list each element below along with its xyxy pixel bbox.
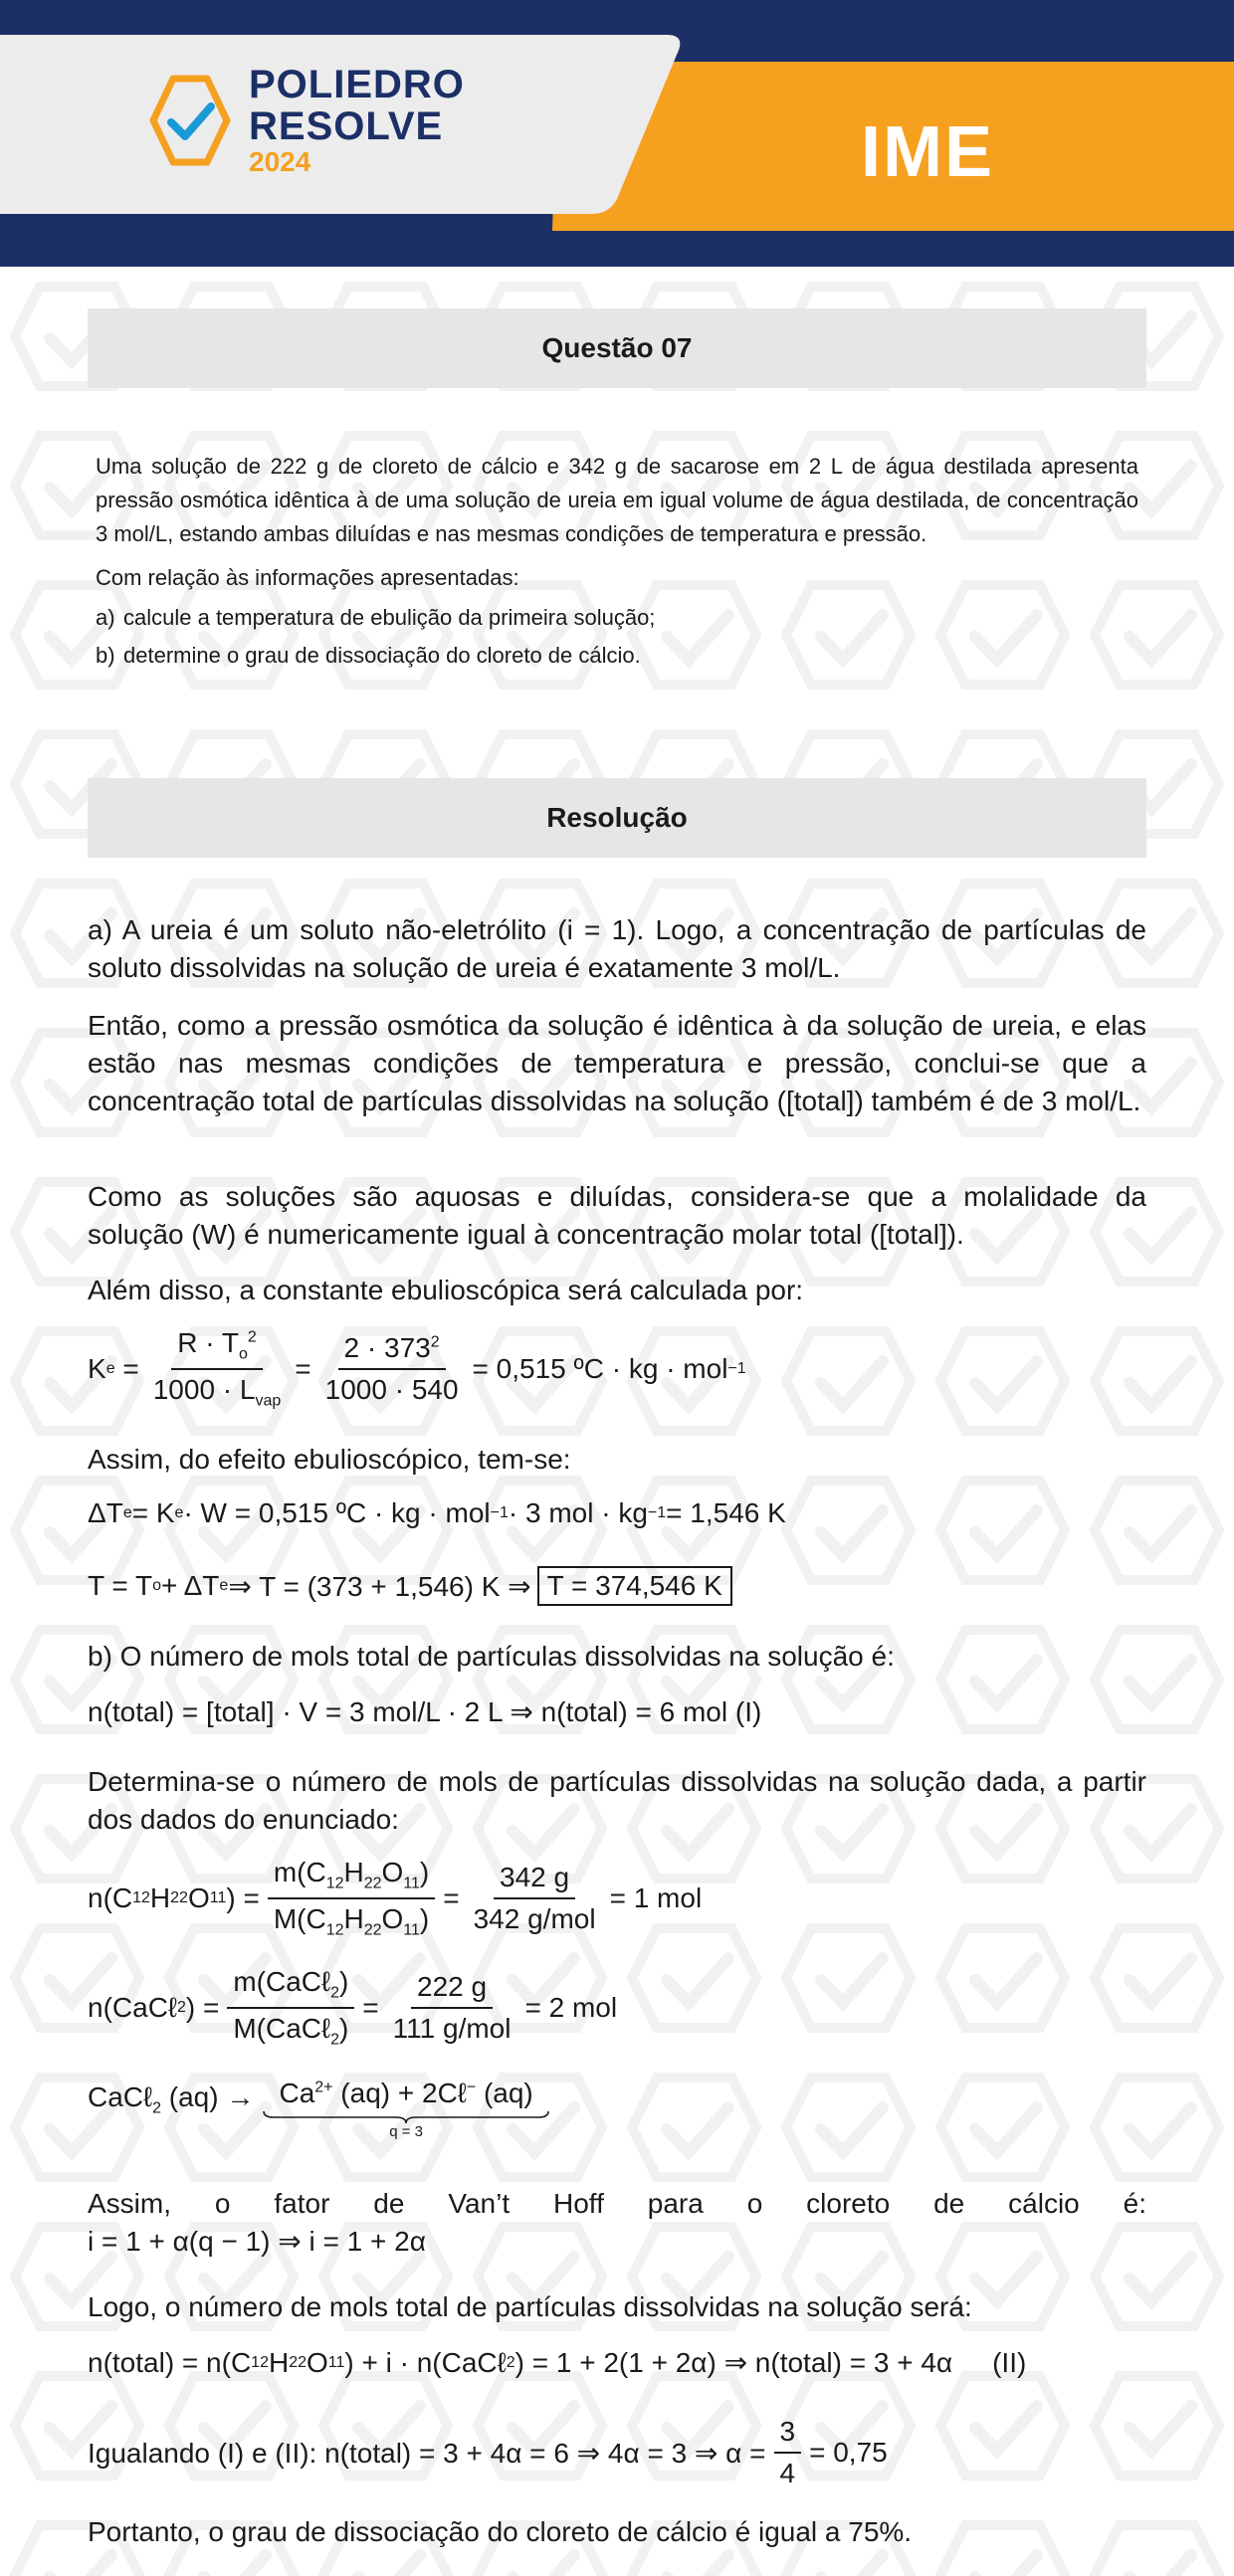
equation-equating: Igualando (I) e (II): n(total) = 3 + 4α = 6 ⇒ 4α = 3 ⇒ α = $\frac{3}{4}$ = 0,75 [88, 2416, 888, 2488]
question-paragraph: Uma solução de 222 g de cloreto de cálcio e 342 g de sacarose em 2 L de água destilada apresenta pressão osmótica idêntica à de uma solução de ureia em igual volume de água destilada, de concentração 3 mol/L, estando ambas diluídas e nas mesmas condições de temperatura e pressão. [96, 454, 1138, 546]
resolution-title: Resolução [546, 802, 688, 833]
brand-year: 2024 [249, 146, 311, 177]
brand-logo [149, 65, 465, 176]
question-item-b: b) determine o grau de dissociação do cloreto de cálcio. [96, 643, 641, 668]
question-title-bar [88, 308, 1146, 388]
check-hexagon-icon [149, 75, 231, 166]
question-intro: Com relação às informações apresentadas: [96, 565, 519, 590]
resolution-p1: a) A ureia é um soluto não-eletrólito (i = 1). Logo, a concentração de partículas de soluto dissolvidas na solução de ureia é exatamente 3 mol/L. [88, 914, 1146, 983]
equation-boiling-temperature: T = T o + ΔT e ⇒ T = (373 + 1,546) K ⇒ T = 374,546 K [88, 1566, 732, 1606]
equation-total-expression: n(total) = n(C 12 H 22 O 11 ) + i · n(CaCℓ 2 ) = 1 + 2(1 + 2α) ⇒ n(total) = 3 + 4α (II) [88, 2346, 1027, 2378]
equation-delta-te: ΔT e = K e · W = 0,515 ºC · kg · mol −1 · 3 mol · kg −1 = 1,546 K [88, 1497, 786, 1528]
resolution-p3: Como as soluções são aquosas e diluídas, considera-se que a molalidade da solução (W) é numericamente igual à concentração molar total ([total]). [88, 1181, 1146, 1250]
equation-dissociation: CaCℓ$_2$ (aq) → $Ca^{2+}$ (aq) + 2Cℓ− (aq) q = 3 [88, 2078, 550, 2140]
boxed-answer-a: T = 374,546 K [537, 1566, 732, 1606]
resolution-p5: Assim, do efeito ebulioscópico, tem-se: [88, 1444, 571, 1475]
ions-with-brace: $Ca^{2+}$ (aq) + 2Cℓ− (aq) q = 3 [262, 2078, 550, 2140]
resolution-p10: Portanto, o grau de dissociação do cloreto de cálcio é igual a 75%. [88, 2516, 913, 2547]
resolution-p7: Determina-se o número de mols de partículas dissolvidas na solução dada, a partir dos dados do enunciado: [88, 1766, 1146, 1835]
question-title: Questão 07 [541, 332, 693, 363]
resolution-p9: Logo, o número de mols total de partículas dissolvidas na solução será: [88, 2291, 972, 2322]
question-item-a: a) calcule a temperatura de ebulição da primeira solução; [96, 605, 656, 630]
resolution-p2: Então, como a pressão osmótica da solução é idêntica à da solução de ureia, e elas estão nas mesmas condições de temperatura e pressão, conclui-se que a concentração total de partículas dissolvidas na solução ([total]) também é de 3 mol/L. [88, 1010, 1146, 1116]
brand-name-line1: POLIEDRO [249, 63, 465, 106]
equation-total-mols: n(total) = [total] · V = 3 mol/L · 2 L ⇒ n(total) = 6 mol (I) [88, 1696, 762, 1727]
resolution-p6: b) O número de mols total de partículas dissolvidas na solução é: [88, 1641, 895, 1672]
equation-vant-hoff: i = 1 + α(q − 1) ⇒ i = 1 + 2α [88, 2226, 426, 2257]
brand-name-line2: RESOLVE [249, 104, 444, 148]
equation-ebullioscopic-constant: K e = $\frac{R \cdot T_o^2}{1000 \cdot L_{vap}}$ = $\frac{2 \cdot 373^2}{1000 \cdot 540}$ = 0,515 ºC · kg · mol −1 [88, 1327, 746, 1410]
question-statement [96, 450, 1138, 673]
equation-sucrose-mols: n(C 12 H 22 O 11 ) = $\frac{m(C_{12}H_{22}O_{11})}{M(C_{12}H_{22}O_{11})}$ = $\frac{342 g}{\text{342 g/mol}}$ = 1 mol [88, 1857, 703, 1939]
resolution-p8: Assim, o fator de Van’t Hoff para o cloreto de cálcio é: [88, 2188, 1146, 2219]
resolution-title-bar [88, 778, 1146, 858]
exam-name: IME [861, 112, 995, 192]
resolution-p4: Além disso, a constante ebulioscópica será calculada por: [88, 1275, 804, 1305]
equation-cacl2-mols: n(CaCℓ 2 ) = $\frac{m(CaC\ell_2)}{M(CaC\ell_2)}$ = $\frac{222 g}{\text{111 g/mol}}$ = 2 mol [88, 1966, 618, 2049]
